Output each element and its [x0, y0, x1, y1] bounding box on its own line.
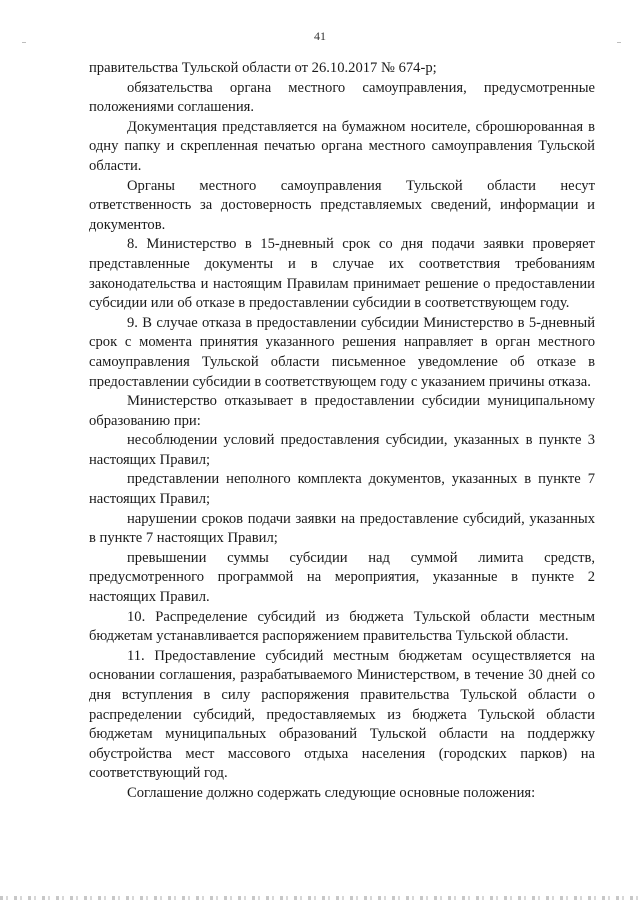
document-body — [89, 59, 595, 804]
page-number: 41 — [314, 29, 326, 43]
scan-bottom-artifacts — [0, 896, 640, 900]
paragraph-8: несоблюдении условий предоставления субсидии, указанных в пункте 3 настоящих Правил; — [89, 432, 595, 468]
paragraph-14: Соглашение должно содержать следующие основные положения: — [127, 784, 536, 801]
paragraph-5: 8. Министерство в 15-дневный срок со дня подачи заявки проверяет представленные документы и в случае их соответствия требованиям законодательства и настоящим Правилам принимает решение о предоставлении субсидии или об отказе в предоставлении субсидии в соответствующем году. — [89, 236, 595, 312]
paragraph-4: Органы местного самоуправления Тульской области несут ответственность за достоверность представляемых сведений, информации и документов. — [89, 177, 595, 233]
paragraph-12: 10. Распределение субсидий из бюджета Тульской области местным бюджетам устанавливается распоряжением правительства Тульской области. — [89, 608, 595, 645]
paragraph-2: обязательства органа местного самоуправления, предусмотренные положениями соглашения. — [89, 79, 595, 116]
paragraph-7: Министерство отказывает в предоставлении субсидии муниципальному образованию при: — [89, 393, 595, 429]
paragraph-9: представлении неполного комплекта документов, указанных в пункте 7 настоящих Правил; — [89, 471, 595, 508]
paragraph-11: превышении суммы субсидии над суммой лимита средств, предусмотренного программой на мероприятия, указанные в пункте 2 настоящих Правил. — [89, 549, 595, 606]
paragraph-10: нарушении сроков подачи заявки на предоставление субсидий, указанных в пункте 7 настоящих Правил; — [89, 510, 595, 547]
paragraph-1: правительства Тульской области от 26.10.2017 № 674-р; — [89, 60, 437, 76]
paragraph-3: Документация представляется на бумажном носителе, сброшюрованная в одну папку и скрепленная печатью органа местного самоуправления Тульской области. — [89, 118, 595, 174]
paragraph-13: 11. Предоставление субсидий местным бюджетам осуществляется на основании соглашения, разрабатываемого Министерством, в течение 30 дней со дня вступления в силу распоряжения правительства Тульской области о распределении субсидий, предоставляемых из бюджета Тульской области бюджетам муниципальных образований Тульской области на поддержку обустройства мест массового отдыха населения (городских парков) на соответствующий год. — [89, 647, 595, 782]
paragraph-6: 9. В случае отказа в предоставлении субсидии Министерство в 5-дневный срок с момента принятия указанного решения направляет в орган местного самоуправления Тульской области письменное уведомление об отказе в предоставлении субсидии в соответствующем году с указанием причины отказа. — [89, 314, 595, 390]
